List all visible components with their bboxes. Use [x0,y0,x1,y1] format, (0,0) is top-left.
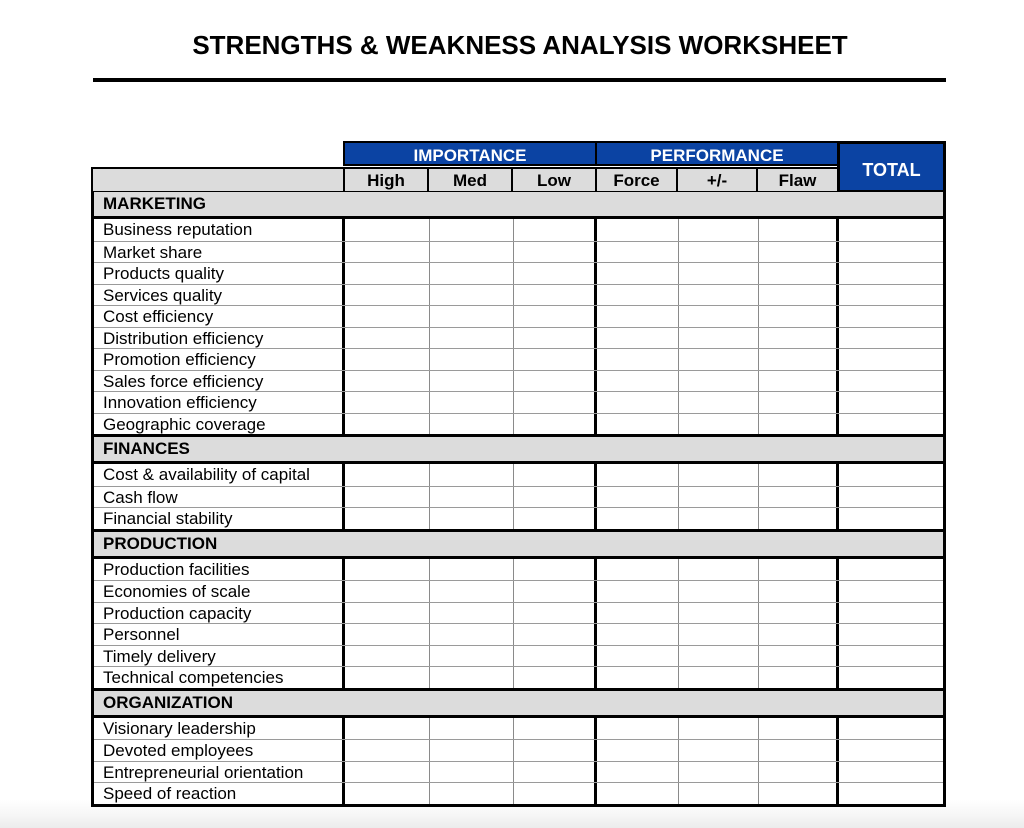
cell-total[interactable] [839,603,943,624]
cell-plus-minus[interactable] [678,508,758,529]
cell-force[interactable] [597,242,678,263]
cell-total[interactable] [839,624,943,645]
cell-total[interactable] [839,487,943,508]
cell-low[interactable] [513,464,597,486]
cell-plus-minus[interactable] [678,624,758,645]
cell-force[interactable] [597,219,678,241]
section-header-organization: ORGANIZATION [94,688,943,718]
cell-med[interactable] [429,718,513,740]
table-row [94,262,943,284]
cell-flaw[interactable] [758,783,839,804]
row-label: Promotion efficiency [94,349,345,370]
table-row [94,370,943,392]
cell-high[interactable] [345,783,429,804]
row-label: Geographic coverage [94,414,345,435]
cell-med[interactable] [429,263,513,284]
cell-low[interactable] [513,242,597,263]
cell-med[interactable] [429,328,513,349]
cell-total[interactable] [839,285,943,306]
cell-total[interactable] [839,219,943,241]
row-label: Production capacity [94,603,345,624]
cell-med[interactable] [429,667,513,688]
cell-flaw[interactable] [758,219,839,241]
row-label: Financial stability [94,508,345,529]
cell-plus-minus[interactable] [678,646,758,667]
row-label: Products quality [94,263,345,284]
label-column-header [91,167,345,193]
cell-plus-minus[interactable] [678,285,758,306]
cell-force[interactable] [597,667,678,688]
cell-plus-minus[interactable] [678,219,758,241]
row-label: Visionary leadership [94,718,345,740]
table-row [94,219,943,241]
row-label: Sales force efficiency [94,371,345,392]
cell-plus-minus[interactable] [678,414,758,435]
cell-high[interactable] [345,624,429,645]
table-row [94,666,943,688]
cell-force[interactable] [597,646,678,667]
cell-flaw[interactable] [758,762,839,783]
cell-plus-minus[interactable] [678,371,758,392]
cell-plus-minus[interactable] [678,718,758,740]
cell-high[interactable] [345,581,429,602]
cell-high[interactable] [345,464,429,486]
performance-header: PERFORMANCE [595,141,839,166]
row-label: Business reputation [94,219,345,241]
table-row [94,241,943,263]
cell-med[interactable] [429,392,513,413]
row-label: Innovation efficiency [94,392,345,413]
cell-plus-minus[interactable] [678,581,758,602]
cell-high[interactable] [345,285,429,306]
table-row [94,507,943,529]
cell-high[interactable] [345,487,429,508]
table-row [94,580,943,602]
cell-flaw[interactable] [758,328,839,349]
cell-total[interactable] [839,392,943,413]
cell-total[interactable] [839,783,943,804]
title-rule [93,78,946,82]
cell-med[interactable] [429,371,513,392]
row-label: Entrepreneurial orientation [94,762,345,783]
cell-med[interactable] [429,487,513,508]
table-row [94,623,943,645]
cell-force[interactable] [597,581,678,602]
cell-med[interactable] [429,464,513,486]
row-label: Speed of reaction [94,783,345,804]
cell-total[interactable] [839,371,943,392]
cell-high[interactable] [345,306,429,327]
cell-med[interactable] [429,783,513,804]
cell-low[interactable] [513,624,597,645]
table-row [94,327,943,349]
cell-flaw[interactable] [758,624,839,645]
cell-low[interactable] [513,263,597,284]
row-label: Market share [94,242,345,263]
row-label: Production facilities [94,559,345,581]
section-header-production: PRODUCTION [94,529,943,559]
cell-flaw[interactable] [758,581,839,602]
cell-total[interactable] [839,414,943,435]
cell-high[interactable] [345,667,429,688]
cell-plus-minus[interactable] [678,392,758,413]
row-label: Technical competencies [94,667,345,688]
cell-low[interactable] [513,414,597,435]
cell-force[interactable] [597,392,678,413]
cell-plus-minus[interactable] [678,559,758,581]
cell-med[interactable] [429,508,513,529]
col-plus-minus: +/- [676,167,758,193]
cell-flaw[interactable] [758,646,839,667]
cell-low[interactable] [513,487,597,508]
cell-flaw[interactable] [758,414,839,435]
table-row [94,602,943,624]
cell-flaw[interactable] [758,487,839,508]
table-row [94,391,943,413]
row-label: Devoted employees [94,740,345,761]
table-row [94,305,943,327]
table-row [94,559,943,581]
cell-plus-minus[interactable] [678,762,758,783]
table-row [94,284,943,306]
cell-total[interactable] [839,559,943,581]
cell-total[interactable] [839,718,943,740]
row-label: Cost efficiency [94,306,345,327]
col-high: High [343,167,429,193]
row-label: Distribution efficiency [94,328,345,349]
cell-total[interactable] [839,508,943,529]
cell-force[interactable] [597,263,678,284]
cell-flaw[interactable] [758,306,839,327]
cell-force[interactable] [597,783,678,804]
cell-high[interactable] [345,242,429,263]
total-header: TOTAL [837,141,946,193]
cell-plus-minus[interactable] [678,603,758,624]
table-body [91,192,946,807]
cell-high[interactable] [345,740,429,761]
cell-total[interactable] [839,762,943,783]
cell-total[interactable] [839,464,943,486]
cell-med[interactable] [429,285,513,306]
cell-high[interactable] [345,371,429,392]
table-row [94,761,943,783]
cell-med[interactable] [429,646,513,667]
row-label: Cash flow [94,487,345,508]
cell-plus-minus[interactable] [678,328,758,349]
section-header-marketing: MARKETING [94,192,943,219]
cell-med[interactable] [429,740,513,761]
cell-med[interactable] [429,414,513,435]
cell-flaw[interactable] [758,603,839,624]
cell-low[interactable] [513,392,597,413]
cell-low[interactable] [513,328,597,349]
cell-force[interactable] [597,464,678,486]
cell-force[interactable] [597,762,678,783]
cell-force[interactable] [597,414,678,435]
cell-flaw[interactable] [758,371,839,392]
table-row [94,486,943,508]
cell-med[interactable] [429,603,513,624]
cell-plus-minus[interactable] [678,667,758,688]
cell-flaw[interactable] [758,667,839,688]
row-label: Personnel [94,624,345,645]
cell-high[interactable] [345,508,429,529]
section-header-finances: FINANCES [94,434,943,464]
cell-flaw[interactable] [758,392,839,413]
cell-med[interactable] [429,581,513,602]
table-row [94,739,943,761]
cell-force[interactable] [597,328,678,349]
cell-high[interactable] [345,646,429,667]
cell-med[interactable] [429,219,513,241]
cell-high[interactable] [345,219,429,241]
cell-med[interactable] [429,242,513,263]
cell-low[interactable] [513,349,597,370]
cell-flaw[interactable] [758,718,839,740]
cell-plus-minus[interactable] [678,740,758,761]
cell-high[interactable] [345,328,429,349]
cell-plus-minus[interactable] [678,306,758,327]
cell-total[interactable] [839,349,943,370]
cell-plus-minus[interactable] [678,487,758,508]
cell-total[interactable] [839,263,943,284]
cell-low[interactable] [513,371,597,392]
worksheet-title: STRENGTHS & WEAKNESS ANALYSIS WORKSHEET [192,30,848,60]
cell-high[interactable] [345,718,429,740]
cell-high[interactable] [345,414,429,435]
cell-force[interactable] [597,349,678,370]
table-row [94,348,943,370]
cell-force[interactable] [597,718,678,740]
cell-flaw[interactable] [758,559,839,581]
cell-flaw[interactable] [758,242,839,263]
cell-low[interactable] [513,581,597,602]
cell-low[interactable] [513,508,597,529]
cell-low[interactable] [513,306,597,327]
row-label: Timely delivery [94,646,345,667]
table-row [94,645,943,667]
cell-high[interactable] [345,349,429,370]
cell-med[interactable] [429,624,513,645]
cell-plus-minus[interactable] [678,349,758,370]
cell-flaw[interactable] [758,740,839,761]
cell-high[interactable] [345,559,429,581]
table-row [94,464,943,486]
cell-total[interactable] [839,581,943,602]
cell-low[interactable] [513,783,597,804]
cell-low[interactable] [513,740,597,761]
col-low: Low [511,167,597,193]
cell-plus-minus[interactable] [678,242,758,263]
cell-low[interactable] [513,718,597,740]
cell-med[interactable] [429,349,513,370]
table-row [94,782,943,804]
cell-force[interactable] [597,371,678,392]
cell-plus-minus[interactable] [678,263,758,284]
cell-force[interactable] [597,508,678,529]
cell-total[interactable] [839,328,943,349]
row-label: Services quality [94,285,345,306]
row-label: Economies of scale [94,581,345,602]
cell-low[interactable] [513,762,597,783]
cell-high[interactable] [345,762,429,783]
cell-high[interactable] [345,263,429,284]
cell-force[interactable] [597,285,678,306]
cell-low[interactable] [513,219,597,241]
cell-force[interactable] [597,559,678,581]
cell-total[interactable] [839,740,943,761]
importance-header: IMPORTANCE [343,141,597,166]
row-label: Cost & availability of capital [94,464,345,486]
cell-plus-minus[interactable] [678,783,758,804]
table-row [94,413,943,435]
cell-low[interactable] [513,285,597,306]
cell-total[interactable] [839,306,943,327]
cell-high[interactable] [345,392,429,413]
cell-med[interactable] [429,306,513,327]
cell-flaw[interactable] [758,285,839,306]
cell-flaw[interactable] [758,508,839,529]
cell-low[interactable] [513,559,597,581]
col-med: Med [427,167,513,193]
cell-total[interactable] [839,646,943,667]
cell-high[interactable] [345,603,429,624]
cell-force[interactable] [597,740,678,761]
cell-flaw[interactable] [758,464,839,486]
cell-flaw[interactable] [758,349,839,370]
cell-total[interactable] [839,667,943,688]
cell-low[interactable] [513,667,597,688]
cell-med[interactable] [429,762,513,783]
cell-low[interactable] [513,603,597,624]
cell-force[interactable] [597,306,678,327]
col-flaw: Flaw [756,167,839,193]
table-row [94,718,943,740]
col-force: Force [595,167,678,193]
cell-flaw[interactable] [758,263,839,284]
cell-med[interactable] [429,559,513,581]
cell-total[interactable] [839,242,943,263]
cell-low[interactable] [513,646,597,667]
cell-force[interactable] [597,624,678,645]
cell-force[interactable] [597,603,678,624]
cell-force[interactable] [597,487,678,508]
cell-plus-minus[interactable] [678,464,758,486]
